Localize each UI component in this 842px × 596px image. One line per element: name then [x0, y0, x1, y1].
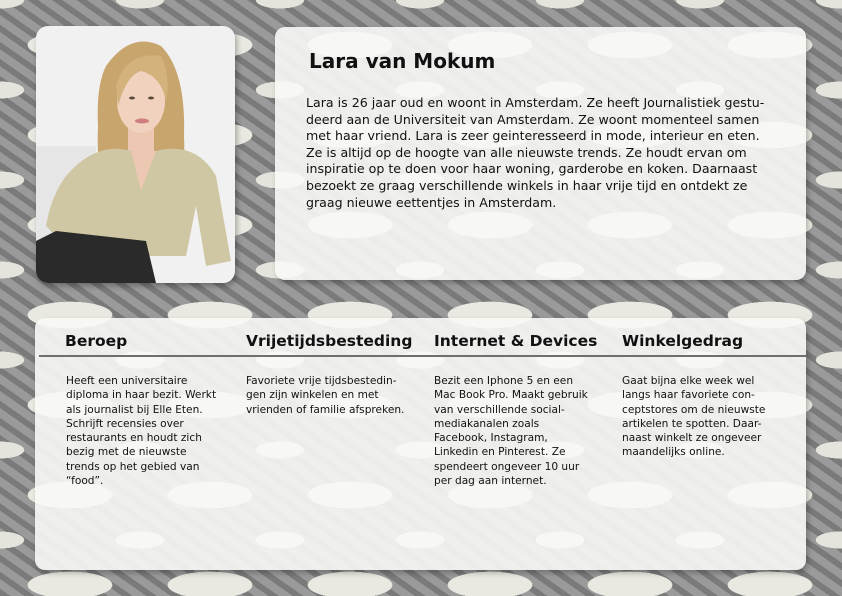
column-text-vrijetijdsbesteding: Favoriete vrije tijdsbestedin-gen zijn winkelen en met vrienden of familie afspreken. — [246, 375, 405, 416]
column-text-beroep: Heeft een universitaire diploma in haar bezit. Werkt als journalist bij Elle Eten. Schrijft recensies over restaurants en houdt zich bezig met de nieuwste trends op het gebied van “food”. — [66, 375, 217, 488]
column-title-winkelgedrag: Winkelgedrag — [622, 332, 744, 350]
column-text-winkelgedrag: Gaat bijna elke week wel langs haar favoriete con-ceptstores om de nieuwste artikelen te spotten. Daar-naast winkelt ze ongeveer maandelijks online. — [622, 375, 766, 459]
header-divider — [39, 355, 806, 357]
column-title-beroep: Beroep — [65, 332, 128, 350]
persona-name: Lara van Mokum — [309, 49, 496, 73]
bio-card — [275, 27, 806, 280]
column-text-internet-devices: Bezit een Iphone 5 en een Mac Book Pro. Maakt gebruik van verschillende social-mediakanalen zoals Facebook, Instagram, Linkedin en Pinterest. Ze spendeert ongeveer 10 uur per dag aan internet. — [434, 375, 588, 488]
column-title-vrijetijdsbesteding: Vrijetijdsbesteding — [246, 332, 413, 350]
info-card — [35, 318, 806, 570]
persona-bio: Lara is 26 jaar oud en woont in Amsterdam. Ze heeft Journalistiek gestu-deerd aan de Universiteit van Amsterdam. Ze woont momenteel samen met haar vriend. Lara is zeer geinteresseerd in mode, interieur en eten. Ze is altijd op de hoogte van alle nieuwste trends. Ze houdt ervan om inspiratie op te doen voor haar woning, garderobe en koken. Daarnaast bezoekt ze graag verschillende winkels in haar vrije tijd en ontdekt ze graag nieuwe eettentjes in Amsterdam. — [306, 95, 765, 210]
profile-photo — [36, 26, 235, 283]
column-title-internet-devices: Internet & Devices — [434, 332, 598, 350]
